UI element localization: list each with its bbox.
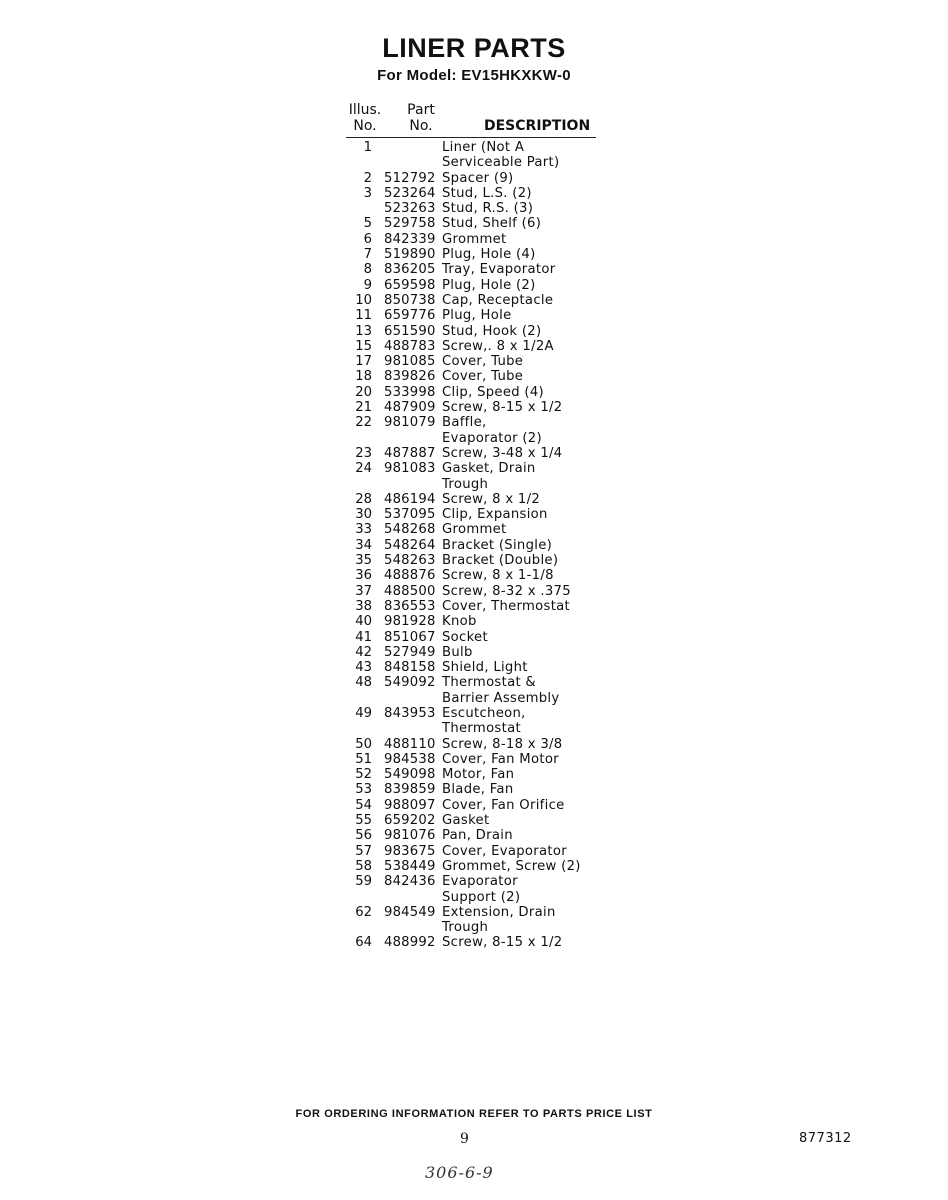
description-cell (442, 308, 622, 323)
table-row (346, 293, 626, 308)
part-no-cell: 548264 (384, 537, 436, 553)
table-row (346, 385, 626, 400)
part-no-cell: 984538 (384, 751, 436, 767)
description-cell (442, 630, 622, 645)
model-subtitle: For Model: EV15HKXKW-0 (377, 67, 571, 84)
table-row (346, 874, 626, 905)
illus-no-cell: 24 (355, 461, 372, 477)
part-no-cell: 981928 (384, 614, 436, 630)
illus-no-cell: 9 (363, 277, 372, 293)
part-no-cell: 651590 (384, 323, 436, 339)
description-line: Thermostat (442, 721, 521, 737)
description-cell (442, 675, 622, 706)
description-cell (442, 492, 622, 507)
part-no-cell: 527949 (384, 644, 436, 660)
description-line: Shield, Light (442, 660, 528, 676)
description-cell (442, 767, 622, 782)
header-rule (346, 137, 596, 138)
table-row (346, 813, 626, 828)
description-cell (442, 461, 622, 492)
table-row (346, 140, 626, 171)
description-line: Gasket, Drain (442, 461, 536, 477)
description-line: Cover, Evaporator (442, 843, 567, 859)
description-line: Screw,. 8 x 1/2A (442, 338, 554, 354)
illus-no-cell: 7 (363, 247, 372, 263)
part-header-line2: No. (409, 118, 433, 134)
illus-no-cell: 23 (355, 445, 372, 461)
illus-no-cell: 34 (355, 537, 372, 553)
part-no-cell: 983675 (384, 843, 436, 859)
part-no-cell: 836205 (384, 262, 436, 278)
table-row (346, 859, 626, 874)
description-cell (442, 354, 622, 369)
description-cell (442, 737, 622, 752)
description-line: Pan, Drain (442, 828, 513, 844)
illus-no-cell: 37 (355, 583, 372, 599)
description-line: Evaporator (2) (442, 430, 542, 446)
description-line: Plug, Hole (442, 308, 512, 324)
description-line: Evaporator (442, 874, 518, 890)
illus-no-cell (346, 201, 384, 216)
table-row (346, 599, 626, 614)
description-cell (442, 553, 622, 568)
part-no-cell: 488992 (384, 935, 436, 951)
table-row (346, 660, 626, 675)
part-no-cell: 843953 (384, 705, 436, 721)
table-row (346, 339, 626, 354)
table-row (346, 706, 626, 737)
illus-no-cell: 6 (363, 231, 372, 247)
illus-no-cell: 13 (355, 323, 372, 339)
illus-no-cell: 17 (355, 354, 372, 370)
description-line: Stud, Shelf (6) (442, 216, 542, 232)
table-row (346, 247, 626, 262)
illus-no-cell: 57 (355, 843, 372, 859)
parts-table (346, 140, 626, 951)
table-row (346, 645, 626, 660)
illus-no-cell: 41 (355, 629, 372, 645)
description-cell (442, 247, 622, 262)
description-cell (442, 798, 622, 813)
description-cell (442, 400, 622, 415)
table-row (346, 216, 626, 231)
illus-no-cell: 11 (355, 308, 372, 324)
part-no-cell: 549098 (384, 767, 436, 783)
illus-no-cell: 18 (355, 369, 372, 385)
description-line: Stud, Hook (2) (442, 323, 542, 339)
description-cell (442, 262, 622, 277)
illus-no-header (346, 102, 384, 134)
description-line: Escutcheon, (442, 705, 526, 721)
part-no-cell: 984549 (384, 904, 436, 920)
illus-no-cell: 62 (355, 904, 372, 920)
description-cell (442, 828, 622, 843)
description-line: Trough (442, 920, 489, 936)
illus-header-line2: No. (353, 118, 377, 134)
description-cell (442, 874, 622, 905)
illus-no-cell: 48 (355, 675, 372, 691)
description-line: Cover, Fan Motor (442, 751, 559, 767)
document-number: 877312 (799, 1131, 852, 1146)
part-no-cell: 851067 (384, 629, 436, 645)
part-no-cell: 659598 (384, 277, 436, 293)
description-line: Tray, Evaporator (442, 262, 556, 278)
description-cell (442, 171, 622, 186)
illus-no-cell: 42 (355, 644, 372, 660)
description-line: Cover, Fan Orifice (442, 797, 565, 813)
part-no-header (396, 102, 446, 134)
illus-no-cell: 35 (355, 553, 372, 569)
table-row (346, 553, 626, 568)
description-cell (442, 859, 622, 874)
table-row (346, 798, 626, 813)
illus-no-cell: 21 (355, 400, 372, 416)
handwritten-note: 306-6-9 (425, 1163, 494, 1182)
description-cell (442, 538, 622, 553)
description-line: Bracket (Double) (442, 553, 559, 569)
description-line: Cap, Receptacle (442, 292, 554, 308)
part-no-cell: 659776 (384, 308, 436, 324)
page-title: LINER PARTS (382, 33, 566, 63)
table-row (346, 675, 626, 706)
description-line: Screw, 8-15 x 1/2 (442, 400, 563, 416)
description-line: Cover, Thermostat (442, 598, 571, 614)
table-row (346, 614, 626, 629)
table-row (346, 369, 626, 384)
description-line: Bulb (442, 644, 473, 660)
part-header-line1: Part (407, 102, 435, 118)
description-line: Serviceable Part) (442, 155, 560, 171)
description-cell (442, 905, 622, 936)
description-cell (442, 216, 622, 231)
table-row (346, 171, 626, 186)
description-line: Plug, Hole (4) (442, 247, 536, 263)
illus-no-cell: 22 (355, 415, 372, 431)
description-line: Clip, Expansion (442, 507, 548, 523)
description-line: Knob (442, 614, 477, 630)
description-line: Cover, Tube (442, 369, 524, 385)
part-no-cell: 836553 (384, 598, 436, 614)
description-cell (442, 201, 622, 216)
part-no-cell: 981079 (384, 415, 436, 431)
description-line: Baffle, (442, 415, 487, 431)
table-row (346, 446, 626, 461)
description-line: Liner (Not A (442, 140, 525, 155)
description-line: Screw, 8-32 x .375 (442, 583, 571, 599)
description-line: Gasket (442, 813, 490, 829)
table-row (346, 232, 626, 247)
illus-no-cell: 33 (355, 522, 372, 538)
table-row (346, 201, 626, 216)
part-no-cell: 549092 (384, 675, 436, 691)
part-no-cell: 487909 (384, 400, 436, 416)
description-line: Spacer (9) (442, 170, 514, 186)
description-cell (442, 385, 622, 400)
illus-no-cell: 52 (355, 767, 372, 783)
table-row (346, 278, 626, 293)
table-row (346, 905, 626, 936)
description-cell (442, 140, 622, 171)
part-no-cell: 548268 (384, 522, 436, 538)
table-row (346, 767, 626, 782)
table-row (346, 308, 626, 323)
illus-no-cell: 5 (363, 216, 372, 232)
part-no-cell: 842436 (384, 874, 436, 890)
table-row (346, 584, 626, 599)
part-no-cell: 548263 (384, 553, 436, 569)
part-no-cell: 839826 (384, 369, 436, 385)
table-row (346, 415, 626, 446)
description-cell (442, 935, 622, 950)
part-no-cell: 839859 (384, 782, 436, 798)
description-cell (442, 584, 622, 599)
table-row (346, 186, 626, 201)
description-cell (442, 844, 622, 859)
description-cell (442, 415, 622, 446)
table-row (346, 782, 626, 797)
table-row (346, 354, 626, 369)
description-cell (442, 339, 622, 354)
illus-no-cell: 30 (355, 507, 372, 523)
description-line: Clip, Speed (4) (442, 384, 545, 400)
part-no-cell: 659202 (384, 813, 436, 829)
description-cell (442, 446, 622, 461)
illus-no-cell: 28 (355, 491, 372, 507)
description-cell (442, 706, 622, 737)
description-line: Stud, R.S. (3) (442, 201, 534, 217)
illus-no-cell: 49 (355, 705, 372, 721)
illus-no-cell: 10 (355, 292, 372, 308)
part-no-cell: 488500 (384, 583, 436, 599)
table-row (346, 262, 626, 277)
description-line: Support (2) (442, 889, 521, 905)
part-no-cell: 512792 (384, 170, 436, 186)
table-row (346, 752, 626, 767)
description-line: Screw, 3-48 x 1/4 (442, 445, 563, 461)
part-no-cell (384, 140, 442, 171)
description-line: Cover, Tube (442, 354, 524, 370)
description-line: Barrier Assembly (442, 690, 560, 706)
table-row (346, 324, 626, 339)
part-no-cell: 487887 (384, 445, 436, 461)
table-row (346, 507, 626, 522)
part-no-cell: 981085 (384, 354, 436, 370)
table-row (346, 844, 626, 859)
part-no-cell: 988097 (384, 797, 436, 813)
description-line: Grommet, Screw (2) (442, 858, 581, 874)
table-row (346, 935, 626, 950)
illus-no-cell: 20 (355, 384, 372, 400)
description-line: Screw, 8-15 x 1/2 (442, 935, 563, 951)
part-no-cell: 486194 (384, 491, 436, 507)
table-row (346, 737, 626, 752)
part-no-cell: 533998 (384, 384, 436, 400)
part-no-cell: 981076 (384, 828, 436, 844)
table-row (346, 828, 626, 843)
description-cell (442, 568, 622, 583)
description-cell (442, 278, 622, 293)
part-no-cell: 488876 (384, 568, 436, 584)
illus-no-cell: 58 (355, 858, 372, 874)
description-line: Socket (442, 629, 488, 645)
part-no-cell: 537095 (384, 507, 436, 523)
illus-no-cell: 15 (355, 338, 372, 354)
description-line: Screw, 8-18 x 3/8 (442, 736, 563, 752)
description-line: Plug, Hole (2) (442, 277, 536, 293)
description-cell (442, 660, 622, 675)
illus-no-cell: 54 (355, 797, 372, 813)
description-line: Grommet (442, 231, 507, 247)
description-cell (442, 507, 622, 522)
description-cell (442, 752, 622, 767)
ordering-note: FOR ORDERING INFORMATION REFER TO PARTS PRICE LIST (295, 1108, 653, 1120)
illus-no-cell: 53 (355, 782, 372, 798)
part-no-cell: 523264 (384, 185, 436, 201)
description-cell (442, 645, 622, 660)
part-no-cell: 842339 (384, 231, 436, 247)
description-cell (442, 293, 622, 308)
table-row (346, 568, 626, 583)
description-line: Grommet (442, 522, 507, 538)
description-cell (442, 813, 622, 828)
part-no-cell: 538449 (384, 858, 436, 874)
description-cell (442, 369, 622, 384)
description-line: Screw, 8 x 1-1/8 (442, 568, 554, 584)
description-line: Stud, L.S. (2) (442, 185, 532, 201)
description-cell (442, 782, 622, 797)
illus-no-cell: 2 (363, 170, 372, 186)
description-cell (442, 232, 622, 247)
part-no-cell: 519890 (384, 247, 436, 263)
description-line: Motor, Fan (442, 767, 515, 783)
illus-no-cell: 64 (355, 935, 372, 951)
illus-no-cell: 8 (363, 262, 372, 278)
illus-no-cell: 50 (355, 736, 372, 752)
description-line: Bracket (Single) (442, 537, 553, 553)
part-no-cell: 848158 (384, 660, 436, 676)
table-row (346, 492, 626, 507)
table-row (346, 522, 626, 537)
table-row (346, 538, 626, 553)
table-row (346, 630, 626, 645)
part-no-cell: 488110 (384, 736, 436, 752)
illus-no-cell: 55 (355, 813, 372, 829)
illus-no-cell: 40 (355, 614, 372, 630)
description-line: Trough (442, 476, 489, 492)
description-line: Blade, Fan (442, 782, 514, 798)
table-row (346, 461, 626, 492)
illus-no-cell: 51 (355, 751, 372, 767)
table-row (346, 400, 626, 415)
illus-no-cell: 36 (355, 568, 372, 584)
description-cell (442, 614, 622, 629)
part-no-cell: 850738 (384, 292, 436, 308)
part-no-cell: 981083 (384, 461, 436, 477)
part-no-cell: 523263 (384, 201, 436, 217)
illus-no-cell: 3 (363, 185, 372, 201)
description-cell (442, 522, 622, 537)
description-line: Extension, Drain (442, 904, 556, 920)
part-no-cell: 529758 (384, 216, 436, 232)
description-cell (442, 186, 622, 201)
description-line: Screw, 8 x 1/2 (442, 491, 541, 507)
description-cell (442, 324, 622, 339)
description-line: Thermostat & (442, 675, 536, 691)
illus-no-cell: 1 (363, 140, 372, 155)
illus-header-line1: Illus. (348, 102, 382, 118)
description-header: DESCRIPTION (484, 118, 591, 134)
illus-no-cell: 56 (355, 828, 372, 844)
illus-no-cell: 38 (355, 598, 372, 614)
part-no-cell: 488783 (384, 338, 436, 354)
page-number: 9 (460, 1131, 469, 1147)
illus-no-cell: 43 (355, 660, 372, 676)
description-cell (442, 599, 622, 614)
illus-no-cell: 59 (355, 874, 372, 890)
